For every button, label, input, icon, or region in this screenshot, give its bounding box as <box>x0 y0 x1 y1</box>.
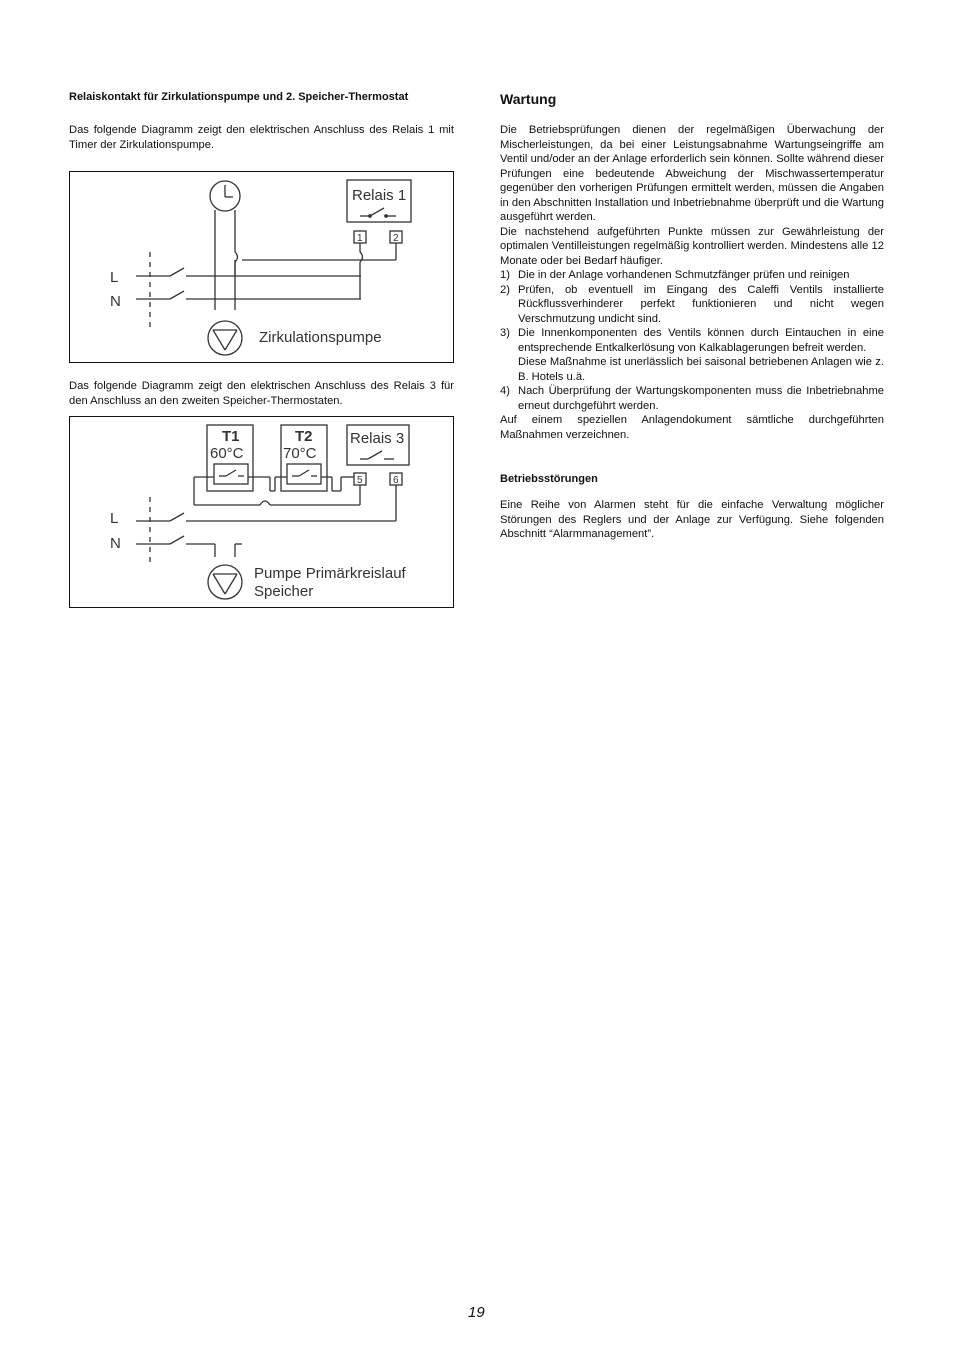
relay-3-label: Relais 3 <box>350 430 405 447</box>
label-l: L <box>110 510 119 527</box>
t1-switch-icon <box>219 470 244 476</box>
relay-1-switch-icon <box>360 208 396 217</box>
pump-label: Zirkulationspumpe <box>259 329 382 346</box>
list-item-text: Prüfen, ob eventuell im Eingang des Caleffi Ventils installierte Rückflussverhinderer perfekt funktionieren und nicht wegen Verschmutzung undicht sind. <box>518 283 884 325</box>
t2-label: T2 <box>295 428 313 445</box>
list-item-number: 4) <box>500 385 510 397</box>
wartung-title: Wartung <box>500 91 557 107</box>
maintenance-list <box>500 268 884 413</box>
list-item-text: Die Innenkomponenten des Ventils können durch Eintauchen in eine entsprechende Entkalkerlösung von Kalkablagerungen befreit werden. <box>518 327 884 354</box>
wartung-paragraph-1: Die Betriebsprüfungen dienen der regelmäßigen Überwachung der Mischerleistungen, da bei einer Leistungsabnahme Wartungseingriffe am Ventil und/oder an der Anlage erforderlich sein können. Sollte während dieser Prüfungen eine bedeutende Abweichung der Mischwassertemperatur gegenüber den vorherigen Prüfungen ermittelt werden, müssen die Angaben in den Abschnitten Installation und Inbetriebnahme überprüft und die Wartung ausgeführt werden. <box>500 124 884 223</box>
t2-temp: 70°C <box>283 445 317 462</box>
wiring-diagram-relay-3 <box>69 416 454 608</box>
list-item <box>500 268 884 283</box>
intro-paragraph-2: Das folgende Diagramm zeigt den elektrischen Anschluss des Relais 3 für den Anschluss an den zweiten Speicher-Thermostaten. <box>69 380 454 407</box>
list-item-extra: Diese Maßnahme ist unerlässlich bei saisonal betriebenen Anlagen wie z. B. Hotels u.ä. <box>518 356 884 383</box>
terminal-1-label: 1 <box>357 233 363 244</box>
label-l: L <box>110 269 119 286</box>
list-item-number: 2) <box>500 283 510 296</box>
right-column <box>500 90 884 542</box>
terminal-6-label: 6 <box>393 475 399 486</box>
timer-clock-icon <box>210 181 240 211</box>
list-item <box>500 384 884 413</box>
label-n: N <box>110 535 121 552</box>
t1-temp: 60°C <box>210 445 244 462</box>
pump-icon <box>208 321 242 355</box>
t2-switch-icon <box>292 470 317 476</box>
label-n: N <box>110 293 121 310</box>
list-item-text: Die in der Anlage vorhandenen Schmutzfänger prüfen und reinigen <box>518 269 850 281</box>
betriebsstoerungen-paragraph: Eine Reihe von Alarmen steht für die einfache Verwaltung möglicher Störungen des Reglers und der Anlage zur Verfügung. Siehe folgenden Abschnitt “Alarmmanagement”. <box>500 499 884 540</box>
page-number: 19 <box>468 1304 485 1321</box>
terminal-2-label: 2 <box>393 233 399 244</box>
list-item <box>500 283 884 327</box>
relay-3-switch-icon <box>360 451 394 459</box>
relay-1-label: Relais 1 <box>352 187 407 204</box>
list-item <box>500 326 884 384</box>
pump-icon <box>208 565 242 599</box>
left-column-2 <box>69 379 454 408</box>
list-item-number: 3) <box>500 327 510 339</box>
intro-paragraph-1: Das folgende Diagramm zeigt den elektrischen Anschluss des Relais 1 mit Timer der Zirkulationspumpe. <box>69 124 454 151</box>
wartung-paragraph-2: Die nachstehend aufgeführten Punkte müssen zur Gewährleistung der optimalen Ventilleistungen regelmäßig kontrolliert werden. Mindestens alle 12 Monate oder bei Bedarf häufiger. <box>500 225 884 267</box>
t1-label: T1 <box>222 428 240 445</box>
pump-label-line-1: Pumpe Primärkreislauf <box>254 565 406 582</box>
wiring-diagram-relay-1 <box>69 171 454 363</box>
list-item-number: 1) <box>500 269 510 281</box>
relay-heading: Relaiskontakt für Zirkulationspumpe und 2. Speicher-Thermostat <box>69 91 409 103</box>
wartung-paragraph-3: Auf einem speziellen Anlagendokument sämtliche durchgeführten Maßnahmen verzeichnen. <box>500 414 884 441</box>
betriebsstoerungen-title: Betriebsstörungen <box>500 473 598 485</box>
list-item-text: Nach Überprüfung der Wartungskomponenten muss die Inbetriebnahme erneut durchgeführt werden. <box>518 385 884 412</box>
terminal-5-label: 5 <box>357 475 363 486</box>
pump-label-line-2: Speicher <box>254 583 314 600</box>
left-column <box>69 90 454 152</box>
